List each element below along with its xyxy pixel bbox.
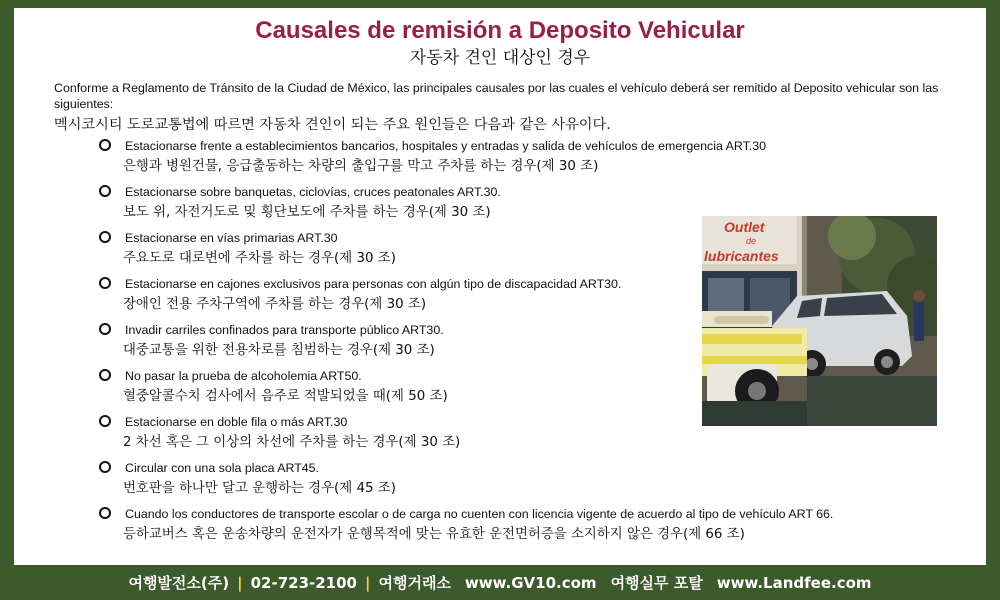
item-korean: 2 차선 혹은 그 이상의 차선에 주차를 하는 경우(제 30 조): [123, 435, 461, 450]
footer-separator: |: [237, 573, 243, 592]
item-spanish: Estacionarse en vías primarias ART.30: [125, 231, 338, 245]
footer-portal-label: 여행실무 포탈: [610, 574, 703, 592]
sign-text-outlet: Outlet: [724, 219, 765, 235]
item-korean: 은행과 병원건물, 응급출동하는 차량의 출입구를 막고 주차를 하는 경우(제 30 조): [123, 159, 599, 174]
item-spanish: Estacionarse en doble fila o más ART.30: [125, 415, 348, 429]
circle-bullet-icon: [99, 277, 111, 289]
item-spanish: Cuando los conductores de transporte escolar o de carga no cuenten con licencia vigente de acuerdo al tipo de vehículo ART 66.: [125, 507, 834, 521]
intro-spanish: Conforme a Reglamento de Tránsito de la Ciudad de México, las principales causales por las cuales el vehículo deberá ser remitido al Deposito vehicular son las siguientes:: [54, 81, 939, 111]
footer-agency-link[interactable]: www.GV10.com: [464, 573, 597, 592]
item-spanish: No pasar la prueba de alcoholemia ART50.: [125, 369, 362, 383]
footer-phone: 02-723-2100: [250, 573, 357, 592]
circle-bullet-icon: [99, 139, 111, 151]
item-korean: 등하교버스 혹은 운송차량의 운전자가 운행목적에 맞는 유효한 운전면허증을 소지하지 않은 경우(제 66 조): [123, 527, 745, 542]
item-spanish: Estacionarse frente a establecimientos bancarios, hospitales y entradas y salida de vehículos de emergencia ART.30: [125, 139, 767, 153]
footer-agency-label: 여행거래소: [378, 574, 451, 592]
item-spanish: Circular con una sola placa ART45.: [125, 461, 319, 475]
tow-truck-photo: [702, 216, 937, 426]
circle-bullet-icon: [99, 323, 111, 335]
document-page: [14, 8, 986, 565]
circle-bullet-icon: [99, 461, 111, 473]
footer-bar: [0, 565, 1000, 600]
footer-company: 여행발전소(주): [128, 574, 230, 592]
page-title: Causales de remisión a Deposito Vehicular: [255, 17, 745, 44]
page-subtitle: 자동차 견인 대상인 경우: [409, 48, 591, 68]
intro-korean: 멕시코시티 도로교통법에 따르면 자동차 견인이 되는 주요 원인들은 다음과 같은 사유이다.: [54, 117, 611, 133]
sign-text-lubricantes: lubricantes: [704, 248, 779, 264]
item-korean: 보도 위, 자전거도로 및 횡단보도에 주차를 하는 경우(제 30 조): [123, 205, 491, 220]
circle-bullet-icon: [99, 415, 111, 427]
footer-portal-link[interactable]: www.Landfee.com: [716, 573, 872, 592]
item-spanish: Estacionarse sobre banquetas, ciclovías, cruces peatonales ART.30.: [125, 185, 501, 199]
item-spanish: Estacionarse en cajones exclusivos para personas con algún tipo de discapacidad ART30.: [125, 277, 622, 291]
item-korean: 주요도로 대로변에 주차를 하는 경우(제 30 조): [123, 251, 396, 266]
item-korean: 번호판을 하나만 달고 운행하는 경우(제 45 조): [123, 481, 396, 496]
sign-text-de: de: [746, 236, 757, 246]
item-korean: 장애인 전용 주차구역에 주차를 하는 경우(제 30 조): [123, 297, 427, 312]
footer-separator: |: [364, 573, 371, 592]
circle-bullet-icon: [99, 507, 111, 519]
item-spanish: Invadir carriles confinados para transporte público ART30.: [125, 323, 444, 337]
circle-bullet-icon: [99, 369, 111, 381]
item-korean: 혈중알콜수치 검사에서 음주로 적발되었을 때(제 50 조): [123, 389, 448, 404]
circle-bullet-icon: [99, 185, 111, 197]
item-korean: 대중교통을 위한 전용차로를 침범하는 경우(제 30 조): [123, 343, 435, 358]
circle-bullet-icon: [99, 231, 111, 243]
